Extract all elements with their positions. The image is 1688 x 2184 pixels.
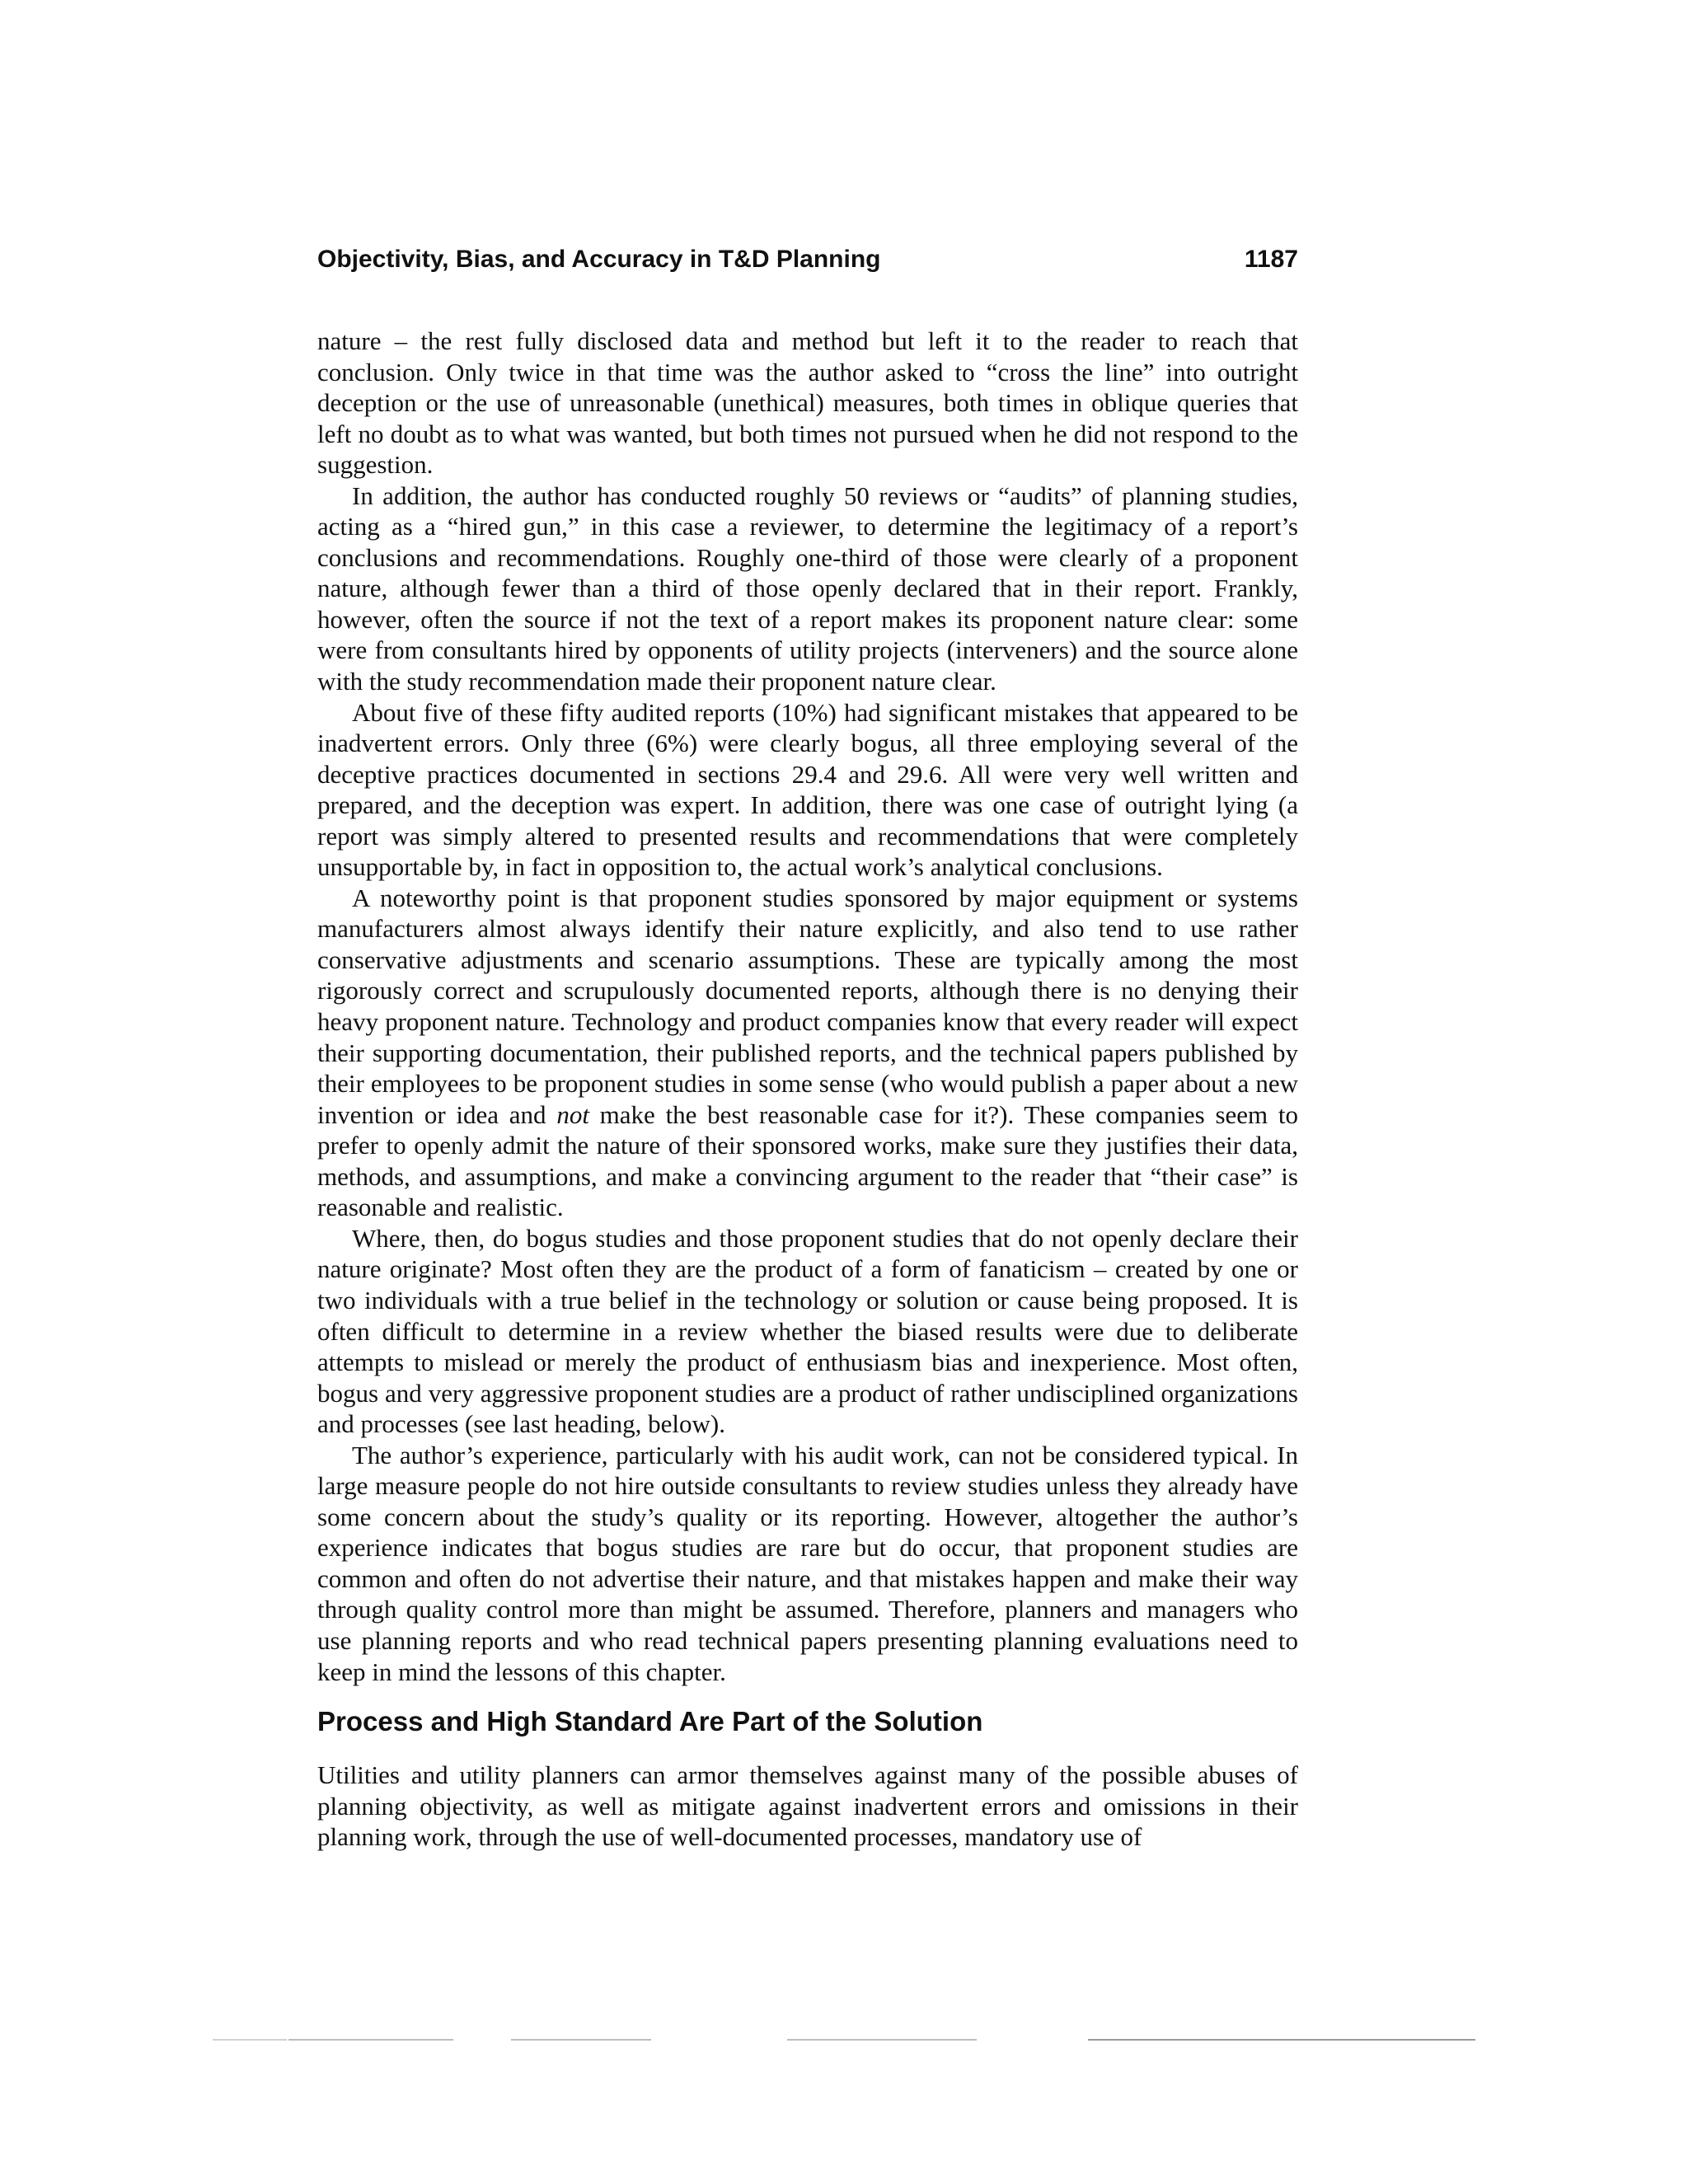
paragraph-manufacturers (317, 883, 1298, 1223)
scan-artifact-line (511, 2039, 651, 2041)
running-header-title: Objectivity, Bias, and Accuracy in T&D Planning (317, 246, 881, 273)
scan-artifact-line (787, 2039, 977, 2041)
paragraph-manufacturers-rest: make the best reasonable case for it?). These companies seem to prefer to openly admit the nature of their sponsored works, make sure they justifies their data, methods, and assumptions, and make a convincing argument to the reader that “their case” is reasonable and realistic. (317, 1099, 1299, 1222)
paragraph-audit-results: About five of these fifty audited reports (10%) had significant mistakes that appeared to be inadvertent errors. Only three (6%) were clearly bogus, all three employing several of the deceptive practices documented in sections 29.4 and 29.6. All were very well written and prepared, and the deception was expert. In addition, there was one case of outright lying (a report was simply altered to presented results and recommendations that were completely unsupportable by, in fact in opposition to, the actual work’s analytical conclusions. (317, 697, 1298, 882)
paragraph-manufacturers-text: A noteworthy point is that proponent studies sponsored by major equipment or systems manufacturers almost always identify their nature explicitly, and also tend to use rather conservative adjustments and scenario assumptions. These are typically among the most rigorously correct and scrupulously documented reports, although there is no denying their heavy proponent nature. Technology and product companies know that every reader will expect their supporting documentation, their published reports, and the technical papers published by their employees to be proponent studies in some sense (who would publish a paper about a new invention or idea and (317, 883, 1298, 1129)
page-number: 1187 (1244, 246, 1298, 273)
paragraph-bogus-origins: Where, then, do bogus studies and those proponent studies that do not openly declare their nature originate? Most often they are the product of a form of fanaticism – created by one or two individuals with a true belief in the technology or solution or cause being proposed. It is often difficult to determine in a review whether the biased results were due to deliberate attempts to mislead or merely the product of enthusiasm bias and inexperience. Most often, bogus and very aggressive proponent studies are a product of rather undisciplined organizations and processes (see last heading, below). (317, 1223, 1298, 1439)
body-text (317, 326, 1298, 1853)
paragraph-section-intro: Utilities and utility planners can armor themselves against many of the possible abuses of planning objectivity, as well as mitigate against inadvertent errors and omissions in their planning work, through the use of well-documented processes, mandatory use of (317, 1760, 1298, 1852)
paragraph-continued: nature – the rest fully disclosed data and method but left it to the reader to reach that conclusion. Only twice in that time was the author asked to “cross the line” into outright deception or the use of unreasonable (unethical) measures, both times in oblique queries that left no doubt as to what was wanted, but both times not pursued when he did not respond to the suggestion. (317, 326, 1298, 480)
scan-artifact-line (213, 2039, 287, 2041)
emphasis-not: not (556, 1099, 589, 1129)
scan-artifact-line (1088, 2039, 1475, 2041)
section-heading: Process and High Standard Are Part of the Solution (317, 1706, 983, 1737)
paragraph-author-experience: The author’s experience, particularly with his audit work, can not be considered typical. In large measure people do not hire outside consultants to review studies unless they already have some concern about the study’s quality or its reporting. However, altogether the author’s experience indicates that bogus studies are rare but do occur, that proponent studies are common and often do not advertise their nature, and that mistakes happen and make their way through quality control more than might be assumed. Therefore, planners and managers who use planning reports and who read technical papers presenting planning evaluations need to keep in mind the lessons of this chapter. (317, 1440, 1298, 1686)
running-header (317, 241, 1298, 279)
paragraph-audits: In addition, the author has conducted roughly 50 reviews or “audits” of planning studies, acting as a “hired gun,” in this case a reviewer, to determine the legitimacy of a report’s conclusions and recommendations. Roughly one-third of those were clearly of a proponent nature, although fewer than a third of those openly declared that in their report. Frankly, however, often the source if not the text of a report makes its proponent nature clear: some were from consultants hired by opponents of utility projects (interveners) and the source alone with the study recommendation made their proponent nature clear. (317, 480, 1298, 696)
scan-artifact-line (288, 2039, 453, 2041)
